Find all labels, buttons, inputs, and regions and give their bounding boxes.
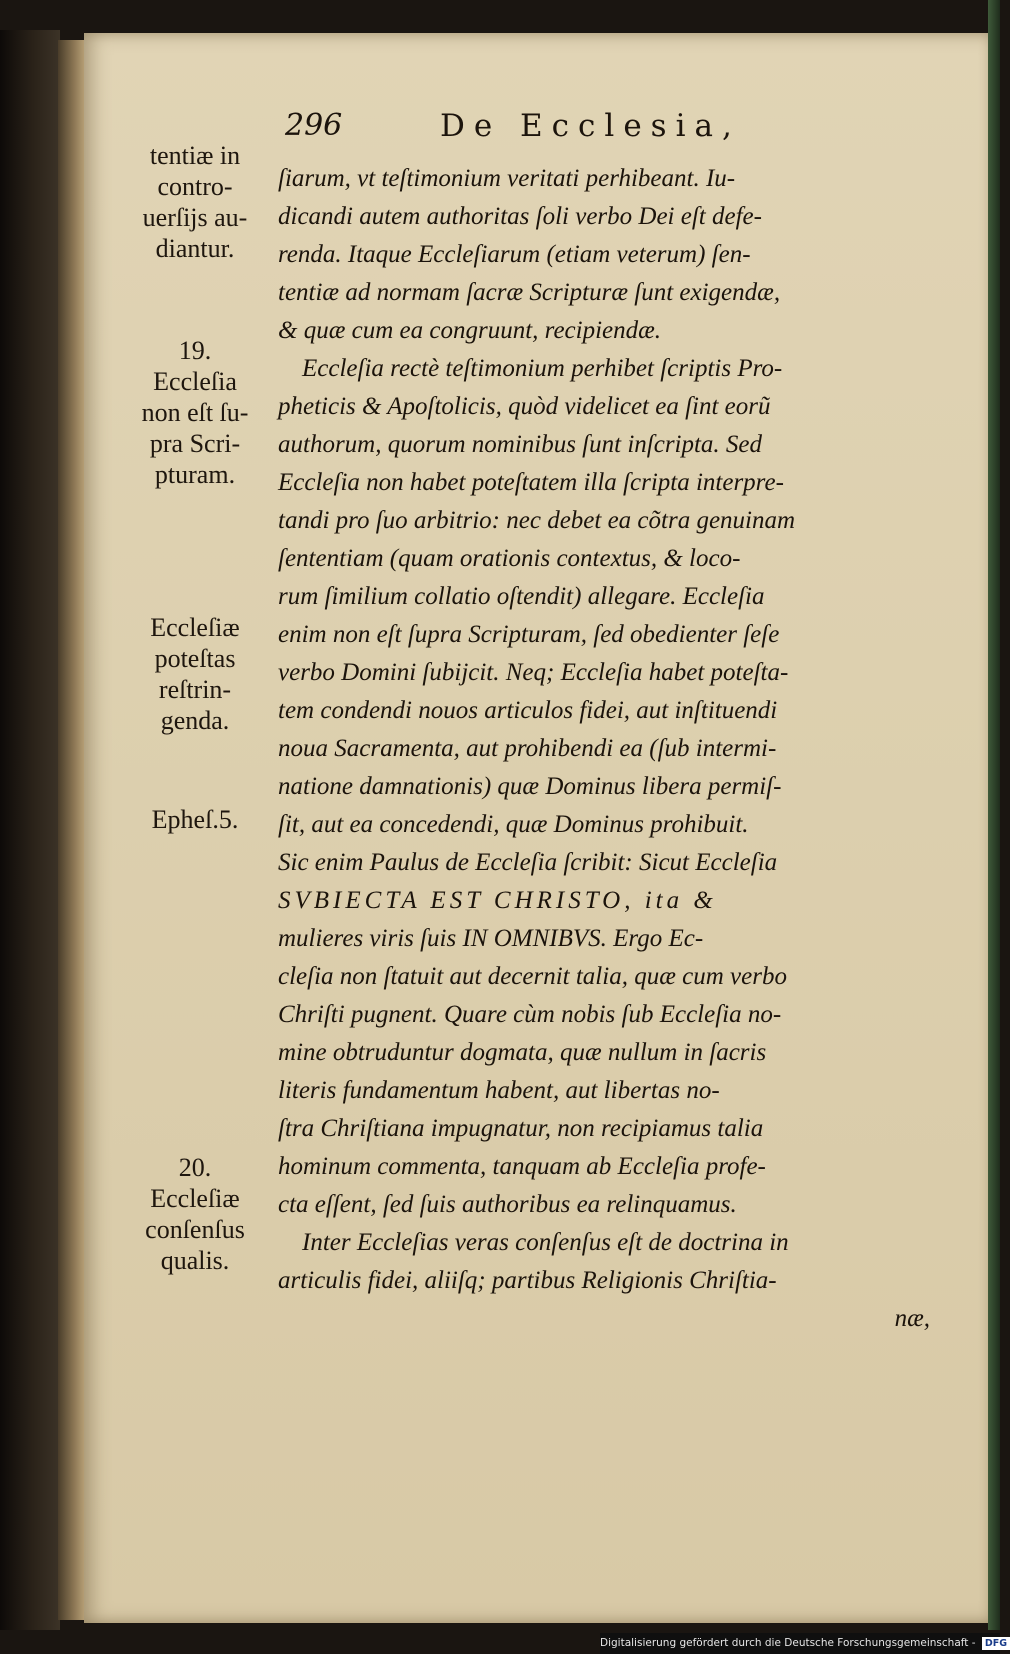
text-line: mine obtruduntur dogmata, quæ nullum in ſacris [278, 1039, 767, 1066]
text-line: Inter Eccleſias veras conſenſus eſt de doctrina in [302, 1229, 789, 1256]
page-gutter [58, 40, 84, 1620]
text-line: cta eſſent, ſed ſuis authoribus ea relinquamus. [278, 1191, 737, 1218]
text-line: tentiæ ad normam ſacræ Scripturæ ſunt exigendæ, [278, 279, 781, 306]
text-line: noua Sacramenta, aut prohibendi ea (ſub intermi- [278, 735, 777, 762]
page-number: 296 [285, 108, 343, 143]
text-line: authorum, quorum nominibus ſunt inſcripta. Sed [278, 431, 763, 458]
digitization-credit [600, 1633, 1008, 1654]
text-line: Eccleſia rectè teſtimonium perhibet ſcriptis Pro- [302, 355, 783, 382]
text-line: Sic enim Paulus de Eccleſia ſcribit: Sicut Eccleſia [278, 849, 778, 876]
text-line: verbo Domini ſubijcit. Neq; Eccleſia habet poteſta- [278, 659, 789, 686]
text-line: & quæ cum ea congruunt, recipiendæ. [278, 317, 662, 344]
text-line: natione damnationis) quæ Dominus libera permiſ- [278, 773, 782, 800]
text-line: ſit, aut ea concedendi, quæ Dominus prohibuit. [278, 811, 749, 838]
body-text [278, 160, 938, 1360]
text-line: enim non eſt ſupra Scripturam, ſed obedienter ſeſe [278, 621, 780, 648]
text-line: hominum commenta, tanquam ab Eccleſia profe- [278, 1153, 766, 1180]
catchword: næ, [894, 1305, 930, 1332]
text-line: renda. Itaque Eccleſiarum (etiam veterum) ſen- [278, 241, 751, 268]
text-line: literis fundamentum habent, aut libertas no- [278, 1077, 720, 1104]
text-line: dicandi autem authoritas ſoli verbo Dei eſt defe- [278, 203, 762, 230]
text-line: articulis fidei, aliiſq; partibus Religionis Chriſtia- [278, 1267, 777, 1294]
text-line: rum ſimilium collatio oſtendit) allegare. Eccleſia [278, 583, 765, 610]
text-line: Chriſti pugnent. Quare cùm nobis ſub Eccleſia no- [278, 1001, 782, 1028]
margin-note: Epheſ.5. [151, 805, 239, 834]
cover-edge [988, 0, 1000, 1630]
text-line: ſtra Chriſtiana impugnatur, non recipiamus talia [278, 1115, 764, 1142]
dfg-logo: DFG [982, 1637, 1010, 1650]
margin-note: tentiæ in contro- uerſijs au- diantur. [142, 141, 248, 263]
margin-notes [120, 140, 270, 1390]
margin-note: 19. Eccleſia non eſt ſu- pra Scri- pturam. [141, 336, 249, 489]
credit-text: Digitalisierung gefördert durch die Deutsche Forschungsgemeinschaft - [600, 1637, 976, 1649]
text-line: cleſia non ſtatuit aut decernit talia, quæ cum verbo [278, 963, 787, 990]
running-title: De Ecclesia, [440, 108, 741, 144]
page-header [285, 108, 975, 152]
margin-note: 20. Eccleſiæ conſenſus qualis. [145, 1153, 245, 1275]
text-line: tandi pro ſuo arbitrio: nec debet ea cõtra genuinam [278, 507, 796, 534]
text-line: Eccleſia non habet poteſtatem illa ſcripta interpre- [278, 469, 784, 496]
book-binding [0, 30, 60, 1630]
text-line: ſententiam (quam orationis contextus, & loco- [278, 545, 741, 572]
text-line: ſiarum, vt teſtimonium veritati perhibeant. Iu- [278, 165, 736, 192]
text-line: pheticis & Apoſtolicis, quòd videlicet ea ſint eorũ [278, 393, 771, 420]
text-line: mulieres viris ſuis IN OMNIBVS. Ergo Ec- [278, 925, 704, 952]
margin-note: Eccleſiæ poteſtas reſtrin- genda. [150, 613, 240, 735]
text-line: tem condendi nouos articulos fidei, aut inſtituendi [278, 697, 778, 724]
text-line: SVBIECTA EST CHRISTO, ita & [278, 887, 717, 914]
